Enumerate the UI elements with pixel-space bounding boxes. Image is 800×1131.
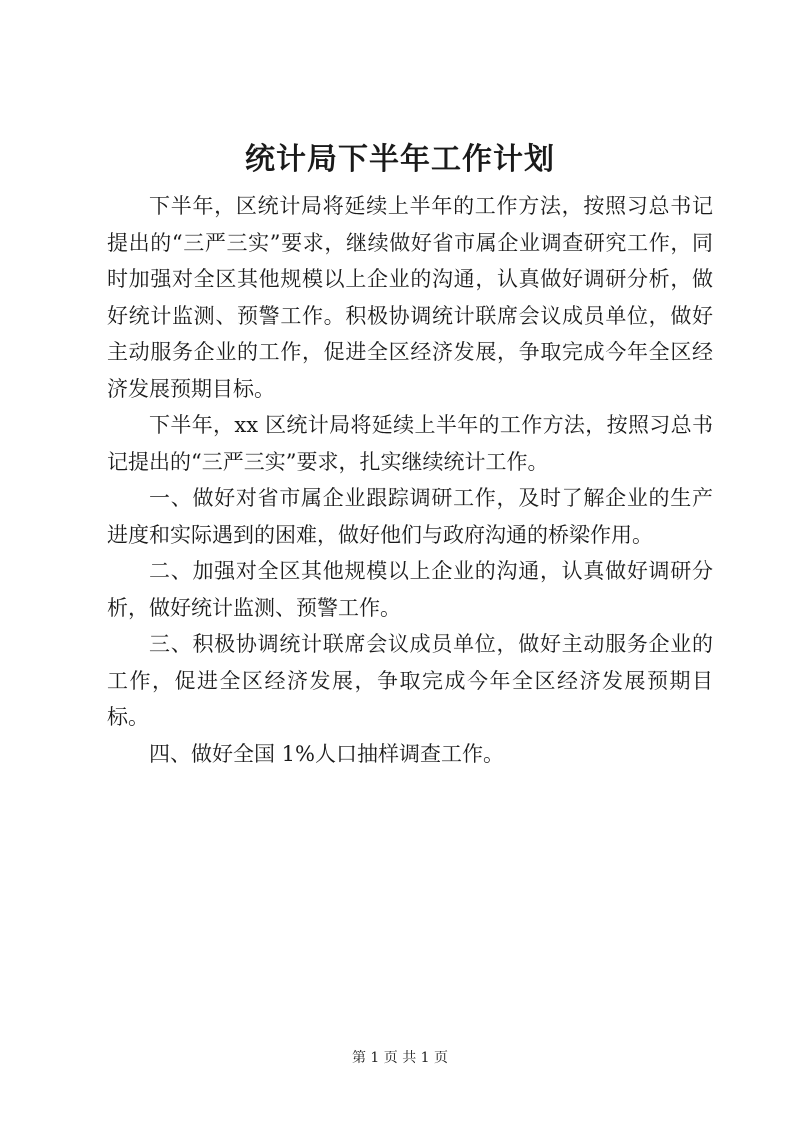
document-body <box>107 188 713 772</box>
document-title: 统计局下半年工作计划 <box>245 142 555 177</box>
paragraph-4: 二、加强对全区其他规模以上企业的沟通，认真做好调研分析，做好统计监测、预警工作。 <box>107 559 713 620</box>
paragraph-6: 四、做好全国 1%人口抽样调查工作。 <box>149 741 504 766</box>
page-footer: 第 1 页 共 1 页 <box>351 1050 449 1066</box>
paragraph-1: 下半年，区统计局将延续上半年的工作方法，按照习总书记提出的“三严三实”要求，继续做好省市属企业调查研究工作，同时加强对全区其他规模以上企业的沟通，认真做好调研分析，做好统计监测、预警工作。积极协调统计联席会议成员单位，做好主动服务企业的工作，促进全区经济发展，争取完成今年全区经济发展预期目标。 <box>107 194 713 401</box>
paragraph-2: 下半年，xx 区统计局将延续上半年的工作方法，按照习总书记提出的“三严三实”要求，扎实继续统计工作。 <box>107 413 713 474</box>
paragraph-3: 一、做好对省市属企业跟踪调研工作，及时了解企业的生产进度和实际遇到的困难，做好他们与政府沟通的桥梁作用。 <box>107 486 713 547</box>
paragraph-5: 三、积极协调统计联席会议成员单位，做好主动服务企业的工作，促进全区经济发展，争取完成今年全区经济发展预期目标。 <box>107 632 713 729</box>
